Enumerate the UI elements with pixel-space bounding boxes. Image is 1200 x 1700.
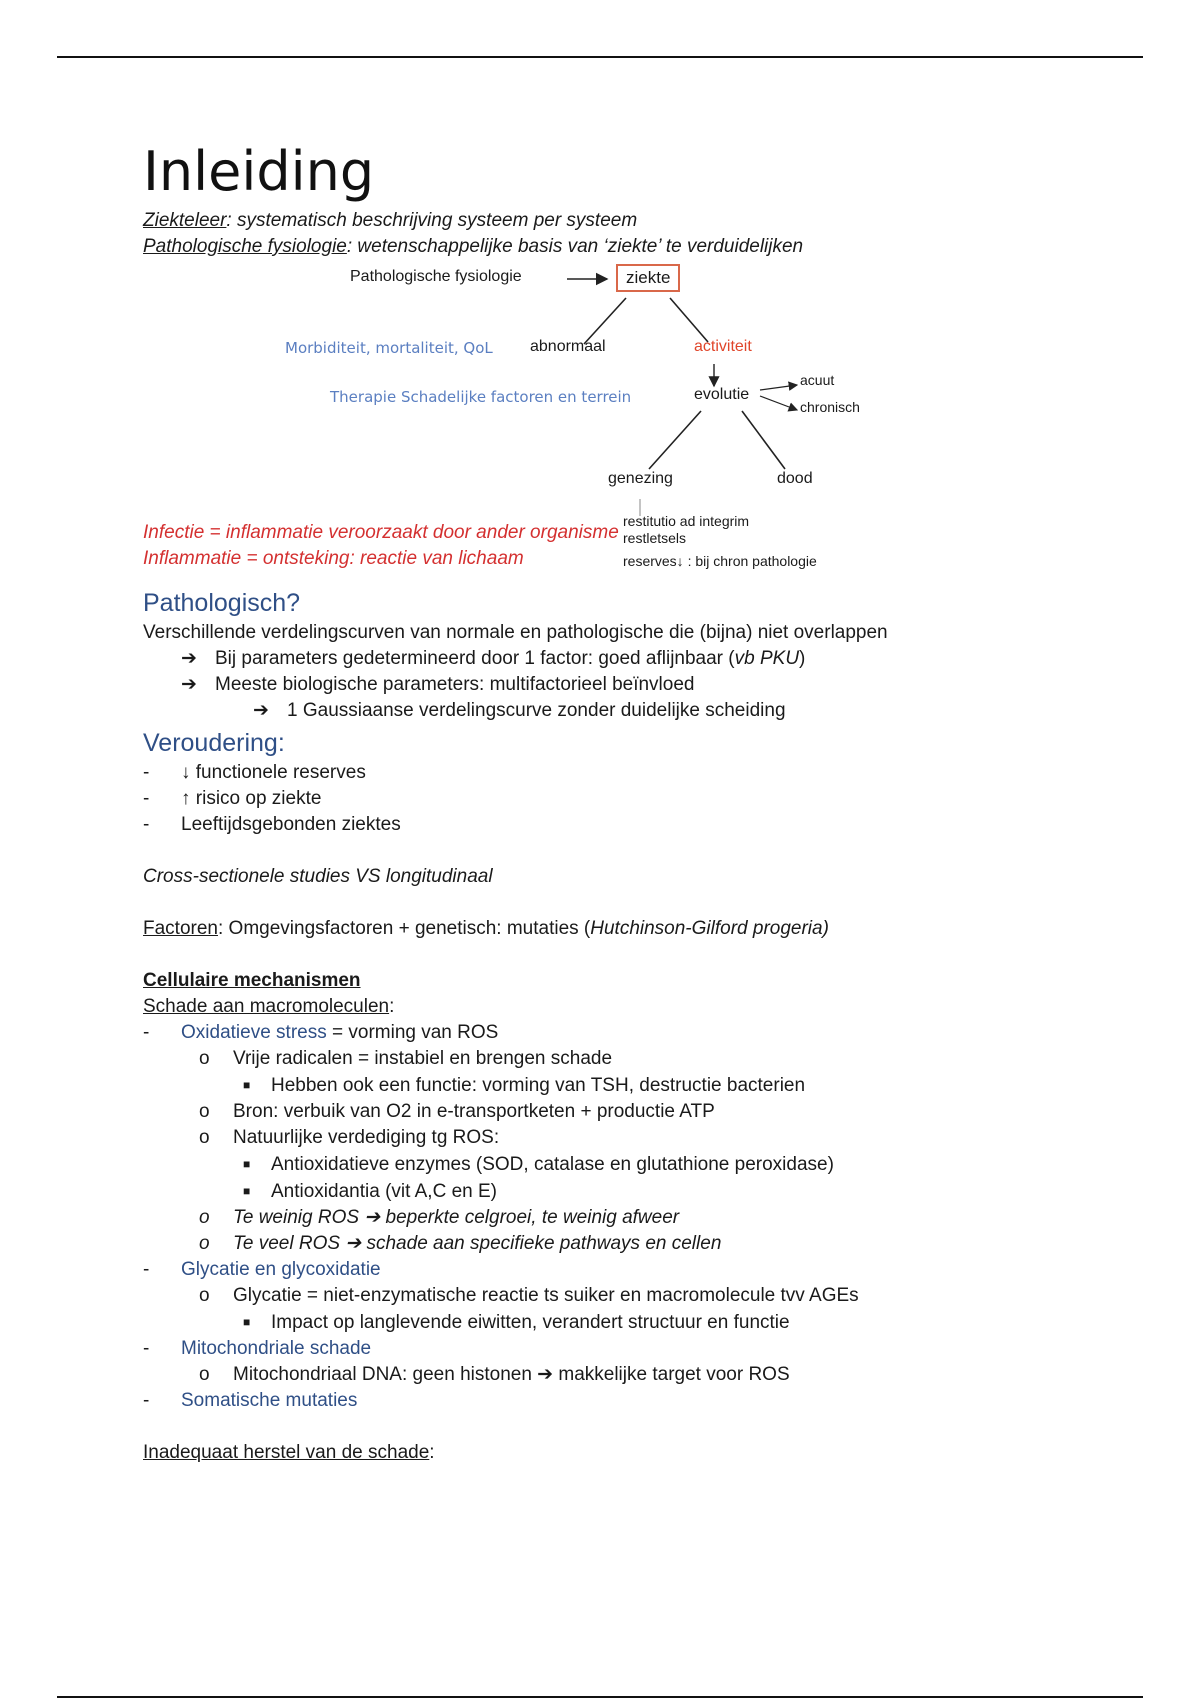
patho-intro: Verschillende verdelingscurven van normale en pathologische die (bijna) niet overlappen bbox=[143, 622, 888, 643]
studies-note: Cross-sectionele studies VS longitudinaal bbox=[143, 866, 493, 887]
diagram-root-box: ziekte bbox=[616, 264, 680, 292]
branch-line-right bbox=[670, 298, 708, 342]
diagram-outcome-1: restitutio ad integrim bbox=[623, 513, 750, 529]
diagram-evolutie: evolutie bbox=[694, 386, 750, 403]
list-subitem bbox=[143, 1046, 1103, 1072]
definition-text: : wetenschappelijke basis van ‘ziekte’ te verduidelijken bbox=[346, 236, 804, 257]
item-text: Antioxidatieve enzymes (SOD, catalase en glutathione peroxidase) bbox=[271, 1154, 834, 1175]
repair-subheading bbox=[143, 1440, 1103, 1466]
item-text: Mitochondriaal DNA: geen histonen ➔ makkelijke target voor ROS bbox=[233, 1364, 790, 1385]
top-rule bbox=[57, 56, 1143, 58]
factors-example: Hutchinson-Gilford progeria) bbox=[590, 918, 829, 939]
circle-bullet: o bbox=[199, 1364, 210, 1385]
death-line bbox=[742, 411, 785, 469]
list-item-mitochondriale-schade bbox=[143, 1336, 1103, 1362]
term: Pathologische fysiologie bbox=[143, 236, 347, 257]
subheading-text: Schade aan macromoleculen bbox=[143, 996, 390, 1017]
spacer bbox=[143, 1414, 1103, 1440]
diagram-acuut: acuut bbox=[800, 372, 835, 388]
item-text: ↓ functionele reserves bbox=[181, 762, 366, 783]
subheading-text: Inadequaat herstel van de schade bbox=[143, 1442, 430, 1463]
diagram-genezing: genezing bbox=[608, 470, 673, 487]
diagram-therapy-note: Therapie Schadelijke factoren en terrein bbox=[330, 388, 632, 406]
inflammatie-definition: Inflammatie = ontsteking: reactie van lichaam bbox=[143, 548, 524, 569]
section-heading-veroudering: Veroudering: bbox=[143, 729, 285, 757]
chronic-arrow bbox=[760, 396, 797, 410]
square-bullet: ■ bbox=[243, 1078, 251, 1092]
definition-ziekteleer bbox=[143, 208, 1103, 234]
list-subsubitem bbox=[143, 1178, 1103, 1205]
pathophysiology-diagram bbox=[143, 264, 903, 544]
diagram-root-label: Pathologische fysiologie bbox=[350, 268, 522, 285]
list-item-glycatie bbox=[143, 1257, 1103, 1283]
item-example: vb PKU bbox=[734, 648, 800, 669]
square-bullet: ■ bbox=[243, 1315, 251, 1329]
item-text: Leeftijdsgebonden ziektes bbox=[181, 814, 401, 835]
acute-arrow bbox=[760, 385, 797, 390]
list-item-oxidatieve-stress bbox=[143, 1020, 1103, 1046]
definition-text: : systematisch beschrijving systeem per systeem bbox=[226, 210, 638, 231]
list-subitem bbox=[143, 1283, 1103, 1309]
list-subitem bbox=[143, 1205, 1103, 1231]
arrow-icon: ➔ bbox=[181, 674, 197, 695]
list-subitem bbox=[143, 1099, 1103, 1125]
spacer bbox=[143, 838, 1103, 864]
subheading-colon: : bbox=[429, 1442, 435, 1463]
arrow-icon: ➔ bbox=[181, 648, 197, 669]
infectie-definition: Infectie = inflammatie veroorzaakt door ander organisme bbox=[143, 522, 619, 543]
item-text: Impact op langlevende eiwitten, verandert structuur en functie bbox=[271, 1312, 790, 1333]
dash-bullet: - bbox=[143, 1022, 150, 1043]
section-heading-pathologisch: Pathologisch? bbox=[143, 589, 301, 617]
item-text-end: ) bbox=[799, 648, 806, 669]
list-subsubitem bbox=[143, 1309, 1103, 1336]
item-text: Meeste biologische parameters: multifactorieel beïnvloed bbox=[215, 674, 695, 695]
document-page bbox=[143, 140, 1103, 1466]
circle-bullet: o bbox=[199, 1285, 210, 1306]
diagram-outcome-3: reserves↓ : bij chron pathologie bbox=[623, 553, 817, 569]
cell-mechanisms-heading: Cellulaire mechanismen bbox=[143, 970, 361, 991]
dash-bullet: - bbox=[143, 1390, 150, 1411]
page-title: Inleiding bbox=[143, 140, 375, 203]
circle-bullet: o bbox=[199, 1127, 210, 1148]
list-subitem bbox=[143, 1125, 1103, 1151]
dash-bullet: - bbox=[143, 814, 150, 835]
factors-line bbox=[143, 916, 1103, 942]
item-text: = vorming van ROS bbox=[326, 1022, 499, 1043]
patho-arrow-item bbox=[143, 672, 1103, 698]
circle-bullet: o bbox=[199, 1048, 210, 1069]
list-subitem bbox=[143, 1231, 1103, 1257]
item-text: ↑ risico op ziekte bbox=[181, 788, 322, 809]
list-item-somatische-mutaties bbox=[143, 1388, 1103, 1414]
diagram-abnormaal: abnormaal bbox=[530, 338, 606, 355]
heal-line bbox=[649, 411, 701, 469]
item-text: 1 Gaussiaanse verdelingscurve zonder duidelijke scheiding bbox=[287, 700, 786, 721]
item-text: Glycatie = niet-enzymatische reactie ts suiker en macromolecule tvv AGEs bbox=[233, 1285, 859, 1306]
square-bullet: ■ bbox=[243, 1157, 251, 1171]
list-subsubitem bbox=[143, 1072, 1103, 1099]
spacer bbox=[143, 942, 1103, 968]
inflammatie-row bbox=[143, 546, 1103, 572]
factors-text: : Omgevingsfactoren + genetisch: mutaties ( bbox=[217, 918, 591, 939]
diagram-outcome-2: restletsels bbox=[623, 530, 687, 546]
bottom-rule bbox=[57, 1696, 1143, 1698]
item-text: Antioxidantia (vit A,C en E) bbox=[271, 1181, 497, 1202]
patho-arrow-item bbox=[143, 646, 1103, 672]
diagram-left-note: Morbiditeit, mortaliteit, QoL bbox=[285, 339, 493, 357]
square-bullet: ■ bbox=[243, 1184, 251, 1198]
term: Factoren bbox=[143, 918, 218, 939]
item-keyword: Glycatie en glycoxidatie bbox=[181, 1259, 381, 1280]
subheading-colon: : bbox=[389, 996, 395, 1017]
item-text: Te weinig ROS ➔ beperkte celgroei, te weinig afweer bbox=[233, 1207, 680, 1228]
item-text: Bij parameters gedetermineerd door 1 factor: goed aflijnbaar ( bbox=[215, 648, 735, 669]
circle-bullet: o bbox=[199, 1101, 210, 1122]
definition-pathologische-fysiologie bbox=[143, 234, 1103, 260]
dash-bullet: - bbox=[143, 788, 150, 809]
term: Ziekteleer bbox=[143, 210, 227, 231]
diagram-chronisch: chronisch bbox=[800, 399, 860, 415]
list-subsubitem bbox=[143, 1151, 1103, 1178]
aging-list-item bbox=[143, 786, 1103, 812]
list-subitem bbox=[143, 1362, 1103, 1388]
patho-arrow-subitem bbox=[143, 698, 1103, 724]
macromolecule-subheading bbox=[143, 994, 1103, 1020]
diagram-activiteit: activiteit bbox=[694, 338, 752, 355]
item-keyword: Somatische mutaties bbox=[181, 1390, 358, 1411]
item-text: Bron: verbuik van O2 in e-transportketen + productie ATP bbox=[233, 1101, 715, 1122]
item-text: Natuurlijke verdediging tg ROS: bbox=[233, 1127, 500, 1148]
item-text: Te veel ROS ➔ schade aan specifieke pathways en cellen bbox=[233, 1233, 722, 1254]
dash-bullet: - bbox=[143, 1338, 150, 1359]
dash-bullet: - bbox=[143, 1259, 150, 1280]
item-text: Hebben ook een functie: vorming van TSH, destructie bacterien bbox=[271, 1075, 806, 1096]
spacer bbox=[143, 890, 1103, 916]
aging-list-item bbox=[143, 760, 1103, 786]
circle-bullet: o bbox=[199, 1233, 210, 1254]
arrow-icon: ➔ bbox=[253, 700, 269, 721]
diagram-dood: dood bbox=[777, 470, 813, 487]
circle-bullet: o bbox=[199, 1207, 210, 1228]
aging-list-item bbox=[143, 812, 1103, 838]
item-keyword: Mitochondriale schade bbox=[181, 1338, 372, 1359]
item-keyword: Oxidatieve stress bbox=[181, 1022, 327, 1043]
dash-bullet: - bbox=[143, 762, 150, 783]
item-text: Vrije radicalen = instabiel en brengen schade bbox=[233, 1048, 613, 1069]
